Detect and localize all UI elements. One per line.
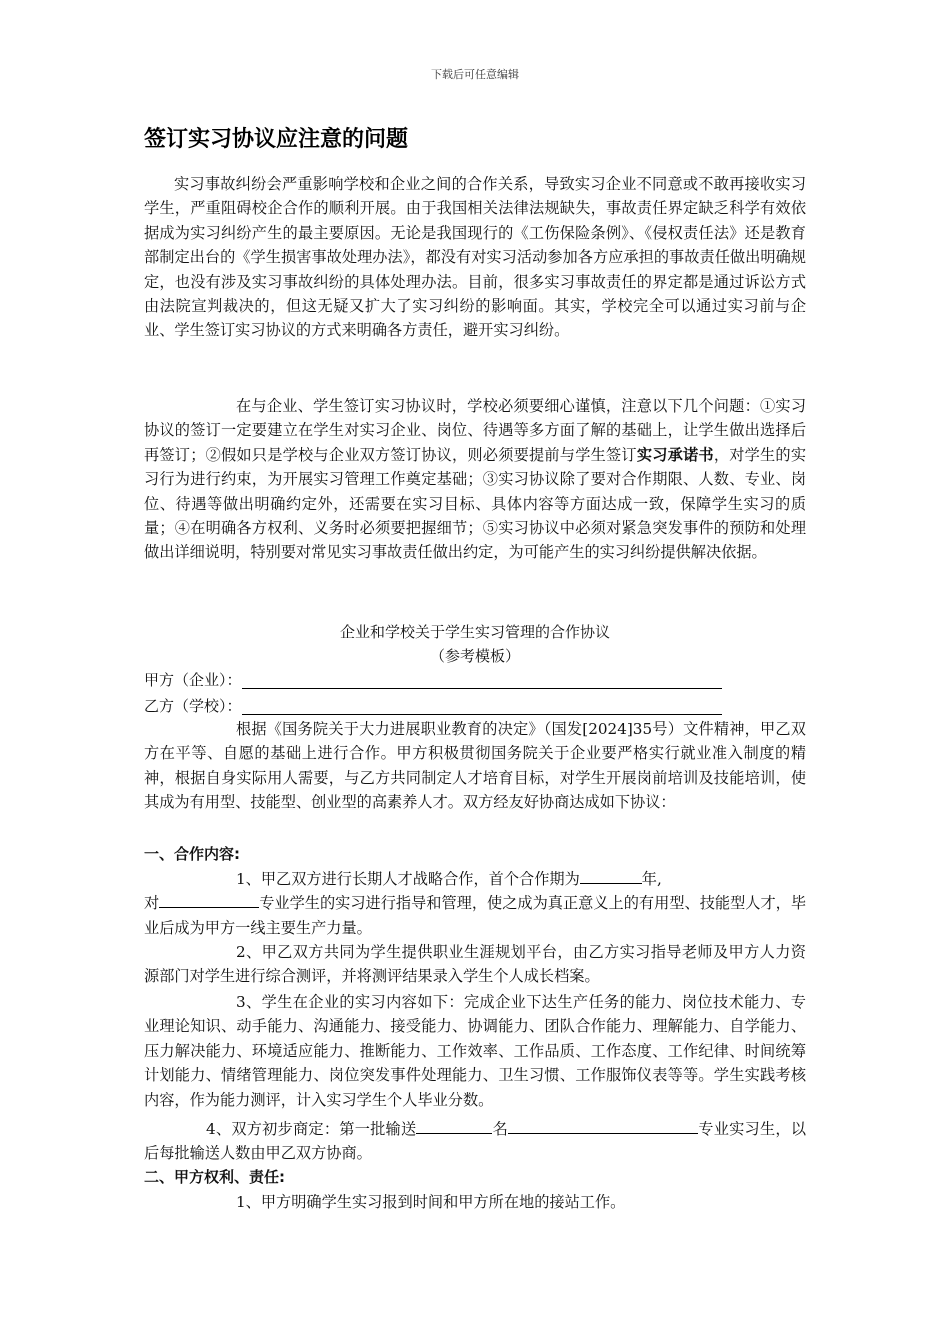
section-1-item-2: 2、甲乙双方共同为学生提供职业生涯规划平台，由乙方实习指导老师及甲方人力资源部门对学生进行综合测评，并将测评结果录入学生个人成长档案。 [144, 943, 806, 986]
header-note: 下载后可任意编辑 [431, 68, 519, 81]
item-4-text-a: 4、双方初步商定：第一批输送 [206, 1120, 417, 1138]
page-title: 签订实习协议应注意的问题 [144, 127, 409, 152]
notes-bold-term: 实习承诺书 [636, 445, 714, 464]
item-4-text-b: 名 [492, 1120, 509, 1138]
major-name-blank[interactable] [508, 1117, 698, 1134]
item-1-text-a: 1、甲乙双方进行长期人才战略合作，首个合作期为 [236, 870, 580, 888]
party-b-row [144, 694, 722, 718]
student-count-blank[interactable] [416, 1117, 492, 1134]
section-1-heading: 一、合作内容: [144, 845, 240, 863]
agreement-preamble: 根据《国务院关于大力进展职业教育的决定》（国发[2024]35号）文件精神，甲乙双方在平等、自愿的基础上进行合作。甲方积极贯彻国务院关于企业要严格实行就业准入制度的精神，根据自身实际用人需要，与乙方共同制定人才培育目标，对学生开展岗前培训及技能培训，使其成为有用型、技能型、创业型的高素养人才。双方经友好协商达成如下协议： [144, 720, 806, 812]
section-2-item-1: 1、甲方明确学生实习报到时间和甲方所在地的接站工作。 [236, 1193, 626, 1211]
notes-paragraph [144, 394, 806, 565]
section-2-heading: 二、甲方权利、责任: [144, 1168, 285, 1186]
notes-text-b: ，对学生的实习行为进行约束，为开展实习管理工作奠定基础；③实习协议除了要对合作期限、人数、专业、岗位、待遇等做出明确约定外，还需要在实习目标、具体内容等方面达成一致，保障学生实习的质量；④在明确各方权利、义务时必须要把握细节；⑤实习协议中必须对紧急突发事件的预防和处理做出详细说明，特别要对常见实习事故责任做出约定，为可能产生的实习纠纷提供解决依据。 [144, 445, 807, 562]
item-1-text-d: 专业学生的实习进行指导和管理，使之成为真正意义上的有用型、技能型人才，毕业后成为甲方一线主要生产力量。 [144, 894, 807, 937]
major-blank[interactable] [159, 891, 259, 908]
party-b-blank[interactable] [242, 696, 722, 715]
section-1-item-3: 3、学生在企业的实习内容如下：完成企业下达生产任务的能力、岗位技术能力、专业理论知识、动手能力、沟通能力、接受能力、协调能力、团队合作能力、理解能力、自学能力、压力解决能力、环境适应能力、推断能力、工作效率、工作品质、工作态度、工作纪律、时间统筹计划能力、情绪管理能力、岗位突发事件处理能力、卫生习惯、工作服饰仪表等等。学生实践考核内容，作为能力测评，计入实习学生个人毕业分数。 [144, 993, 806, 1109]
party-a-blank[interactable] [242, 670, 722, 689]
party-b-label: 乙方（学校）： [144, 697, 242, 715]
party-a-row [144, 668, 722, 692]
item-1-text-c: 对 [144, 894, 160, 913]
agreement-subtitle: （参考模板） [429, 647, 520, 665]
item-4-text-c: 专业实习生，以后每批输送人数由甲乙双方协商。 [144, 1120, 806, 1163]
term-years-blank[interactable] [580, 867, 642, 884]
section-1-item-4 [144, 1117, 806, 1166]
item-1-text-b: 年, [641, 870, 662, 888]
agreement-title: 企业和学校关于学生实习管理的合作协议 [339, 623, 610, 641]
party-a-label: 甲方（企业）： [144, 671, 242, 689]
section-1-item-1 [144, 867, 806, 940]
intro-paragraph: 实习事故纠纷会严重影响学校和企业之间的合作关系，导致实习企业不同意或不敢再接收实习学生，严重阻碍校企合作的顺利开展。由于我国相关法律法规缺失，事故责任界定缺乏科学有效依据成为实习纠纷产生的最主要原因。无论是我国现行的《工伤保险条例》、《侵权责任法》还是教育部制定出台的《学生损害事故处理办法》，都没有对实习活动参加各方应承担的事故责任做出明确规定，也没有涉及实习事故纠纷的具体处理办法。目前，很多实习事故责任的界定都是通过诉讼方式由法院宣判裁决的，但这无疑又扩大了实习纠纷的影响面。其实，学校完全可以通过实习前与企业、学生签订实习协议的方式来明确各方责任，避开实习纠纷。 [144, 175, 806, 340]
notes-text-a: 在与企业、学生签订实习协议时，学校必须要细心谨慎，注意以下几个问题：①实习协议的签订一定要建立在学生对实习企业、岗位、待遇等多方面了解的基础上，让学生做出选择后再签订；②假如只是学校与企业双方签订协议，则必须要提前与学生签订 [144, 397, 806, 464]
